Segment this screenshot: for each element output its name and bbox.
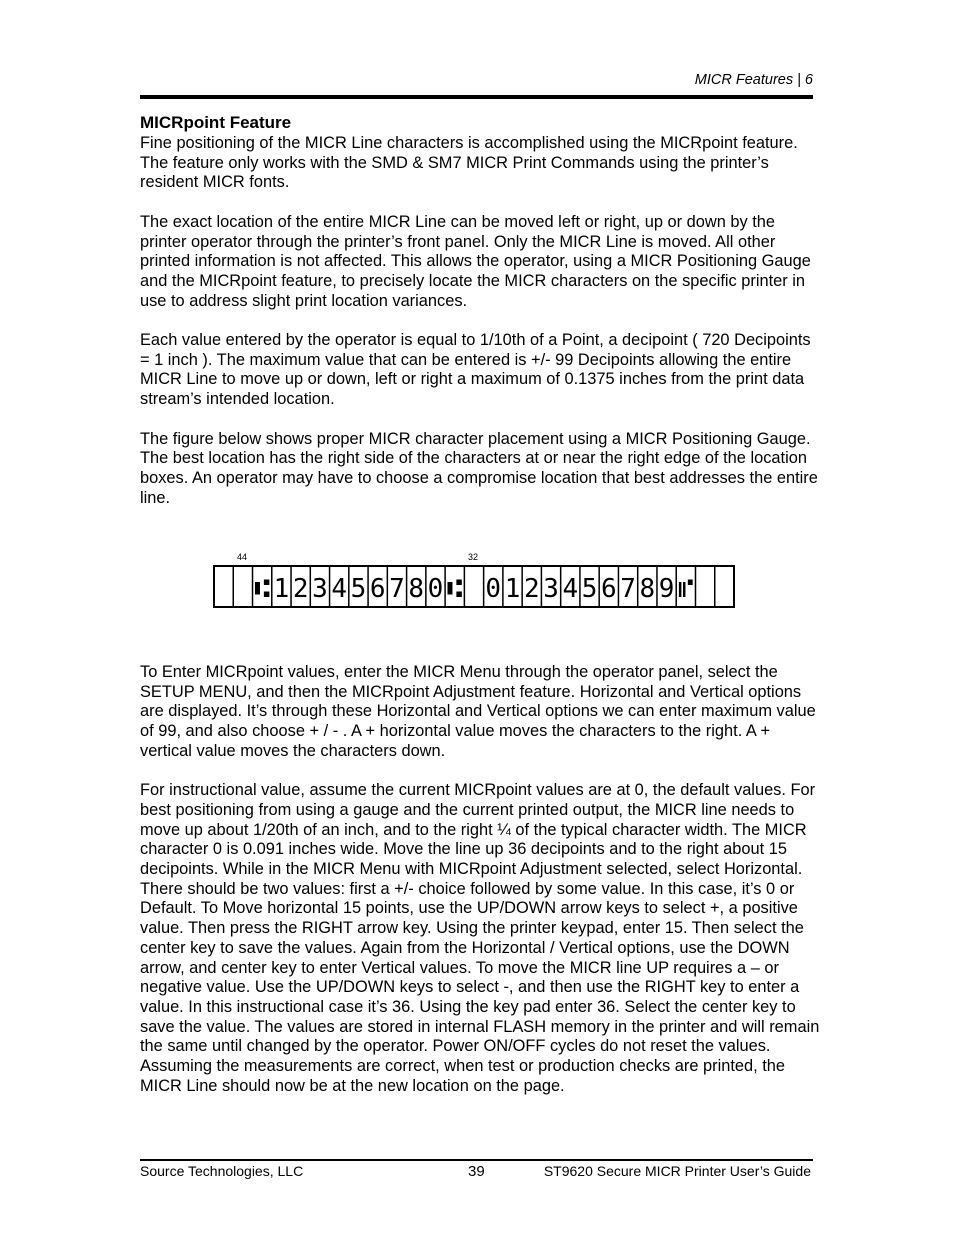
paragraph-enter-micrpoint: To Enter MICRpoint values, enter the MICR Menu through the operator panel, select the SETUP MENU, and then the MICRpoint Adjustment feature. Horizontal and Vertical options are displayed. It’s through these Horizontal and Vertical options we can enter maximum value of 99, and also choose + / - . A + horizontal value moves the characters to the right. A + vertical value moves the characters down. (140, 663, 816, 760)
micr-positioning-gauge-figure (212, 548, 736, 620)
gauge-character: 1 (504, 574, 521, 604)
gauge-character: ⑆ (254, 574, 270, 604)
gauge-character: 8 (639, 574, 656, 604)
footer-page-number: 39 (468, 1163, 485, 1180)
gauge-character: 2 (292, 574, 309, 604)
paragraph-decipoints: Each value entered by the operator is equal to 1/10th of a Point, a decipoint ( 720 Decipoints = 1 inch ). The maximum value that can be entered is +/- 99 Decipoints allowing the entire MICR Line to move up or down, left or right a maximum of 0.1375 inches from the print data stream’s intended location. (140, 331, 811, 409)
instructions-body (140, 663, 820, 1116)
gauge-character: 6 (600, 574, 617, 604)
gauge-characters (254, 574, 693, 604)
gauge-character: 4 (562, 574, 579, 604)
running-header: MICR Features | 6 (694, 72, 813, 88)
gauge-character: 7 (389, 574, 405, 604)
footer-company: Source Technologies, LLC (140, 1163, 304, 1179)
gauge-character: 0 (427, 574, 444, 604)
paragraph-location: The exact location of the entire MICR Line can be moved left or right, up or down by the printer operator through the printer’s front panel. Only the MICR Line is moved. All other printed information is not affected. This allows the operator, using a MICR Positioning Gauge and the MICRpoint feature, to precisely locate the MICR characters on the specific printer in use to address slight print location variances. (140, 212, 811, 310)
gauge-character: 3 (312, 574, 328, 604)
gauge-character: 9 (658, 574, 675, 604)
gauge-character: 2 (523, 574, 540, 604)
header-rule (140, 95, 813, 99)
gauge-character: ⑆ (446, 574, 463, 604)
footer-guide-title: ST9620 Secure MICR Printer User’s Guide (543, 1163, 811, 1179)
paragraph-instructional-example: For instructional value, assume the current MICRpoint values are at 0, the default values. For best positioning from using a gauge and the current printed output, the MICR line needs to move up about 1/20th of an inch, and to the right ¼ of the typical character width. The MICR character 0 is 0.091 inches wide. Move the line up 36 decipoints and to the right about 15 decipoints. While in the MICR Menu with MICRpoint Adjustment selected, select Horizontal. There should be two values: first a +/- choice followed by some value. In this case, it’s 0 or Default. To Move horizontal 15 points, use the UP/DOWN arrow keys to select +, a positive value. Then press the RIGHT arrow key. Using the printer keypad, enter 15. Then select the center key to save the values. Again from the Horizontal / Vertical options, use the DOWN arrow, and center key to enter Vertical values. To move the MICR line UP requires a – or negative value. Use the UP/DOWN keys to select -, and then use the RIGHT key to enter a value. In this instructional case it’s 36. Using the key pad enter 36. Select the center key to save the value. The values are stored in internal FLASH memory in the printer and will remain the same until changed by the operator. Power ON/OFF cycles do not reset the values. Assuming the measurements are correct, when test or production checks are printed, the MICR Line should now be at the new location on the page. (140, 781, 820, 1095)
gauge-character: 1 (273, 574, 290, 604)
gauge-character: 0 (485, 574, 502, 604)
gauge-label-32: 32 (468, 552, 479, 562)
gauge-character: ⑈ (678, 574, 694, 604)
footer-rule (140, 1159, 813, 1161)
gauge-character: 5 (581, 574, 598, 604)
paragraph-figure-description: The figure below shows proper MICR character placement using a MICR Positioning Gauge. The best location has the right side of the characters at or near the right edge of the location boxes. An operator may have to choose a compromise location that best addresses the entire line. (140, 429, 818, 507)
gauge-character: 7 (620, 574, 636, 604)
gauge-character: 8 (408, 574, 425, 604)
gauge-character: 4 (331, 574, 348, 604)
section-body (140, 113, 820, 528)
gauge-character: 5 (350, 574, 367, 604)
section-title: MICRpoint Feature (140, 113, 292, 132)
gauge-label-44: 44 (237, 552, 248, 562)
gauge-character: 3 (543, 574, 559, 604)
gauge-character: 6 (369, 574, 386, 604)
paragraph-intro: Fine positioning of the MICR Line characters is accomplished using the MICRpoint feature. The feature only works with the SMD & SM7 MICR Print Commands using the printer’s resident MICR fonts. (140, 134, 798, 192)
